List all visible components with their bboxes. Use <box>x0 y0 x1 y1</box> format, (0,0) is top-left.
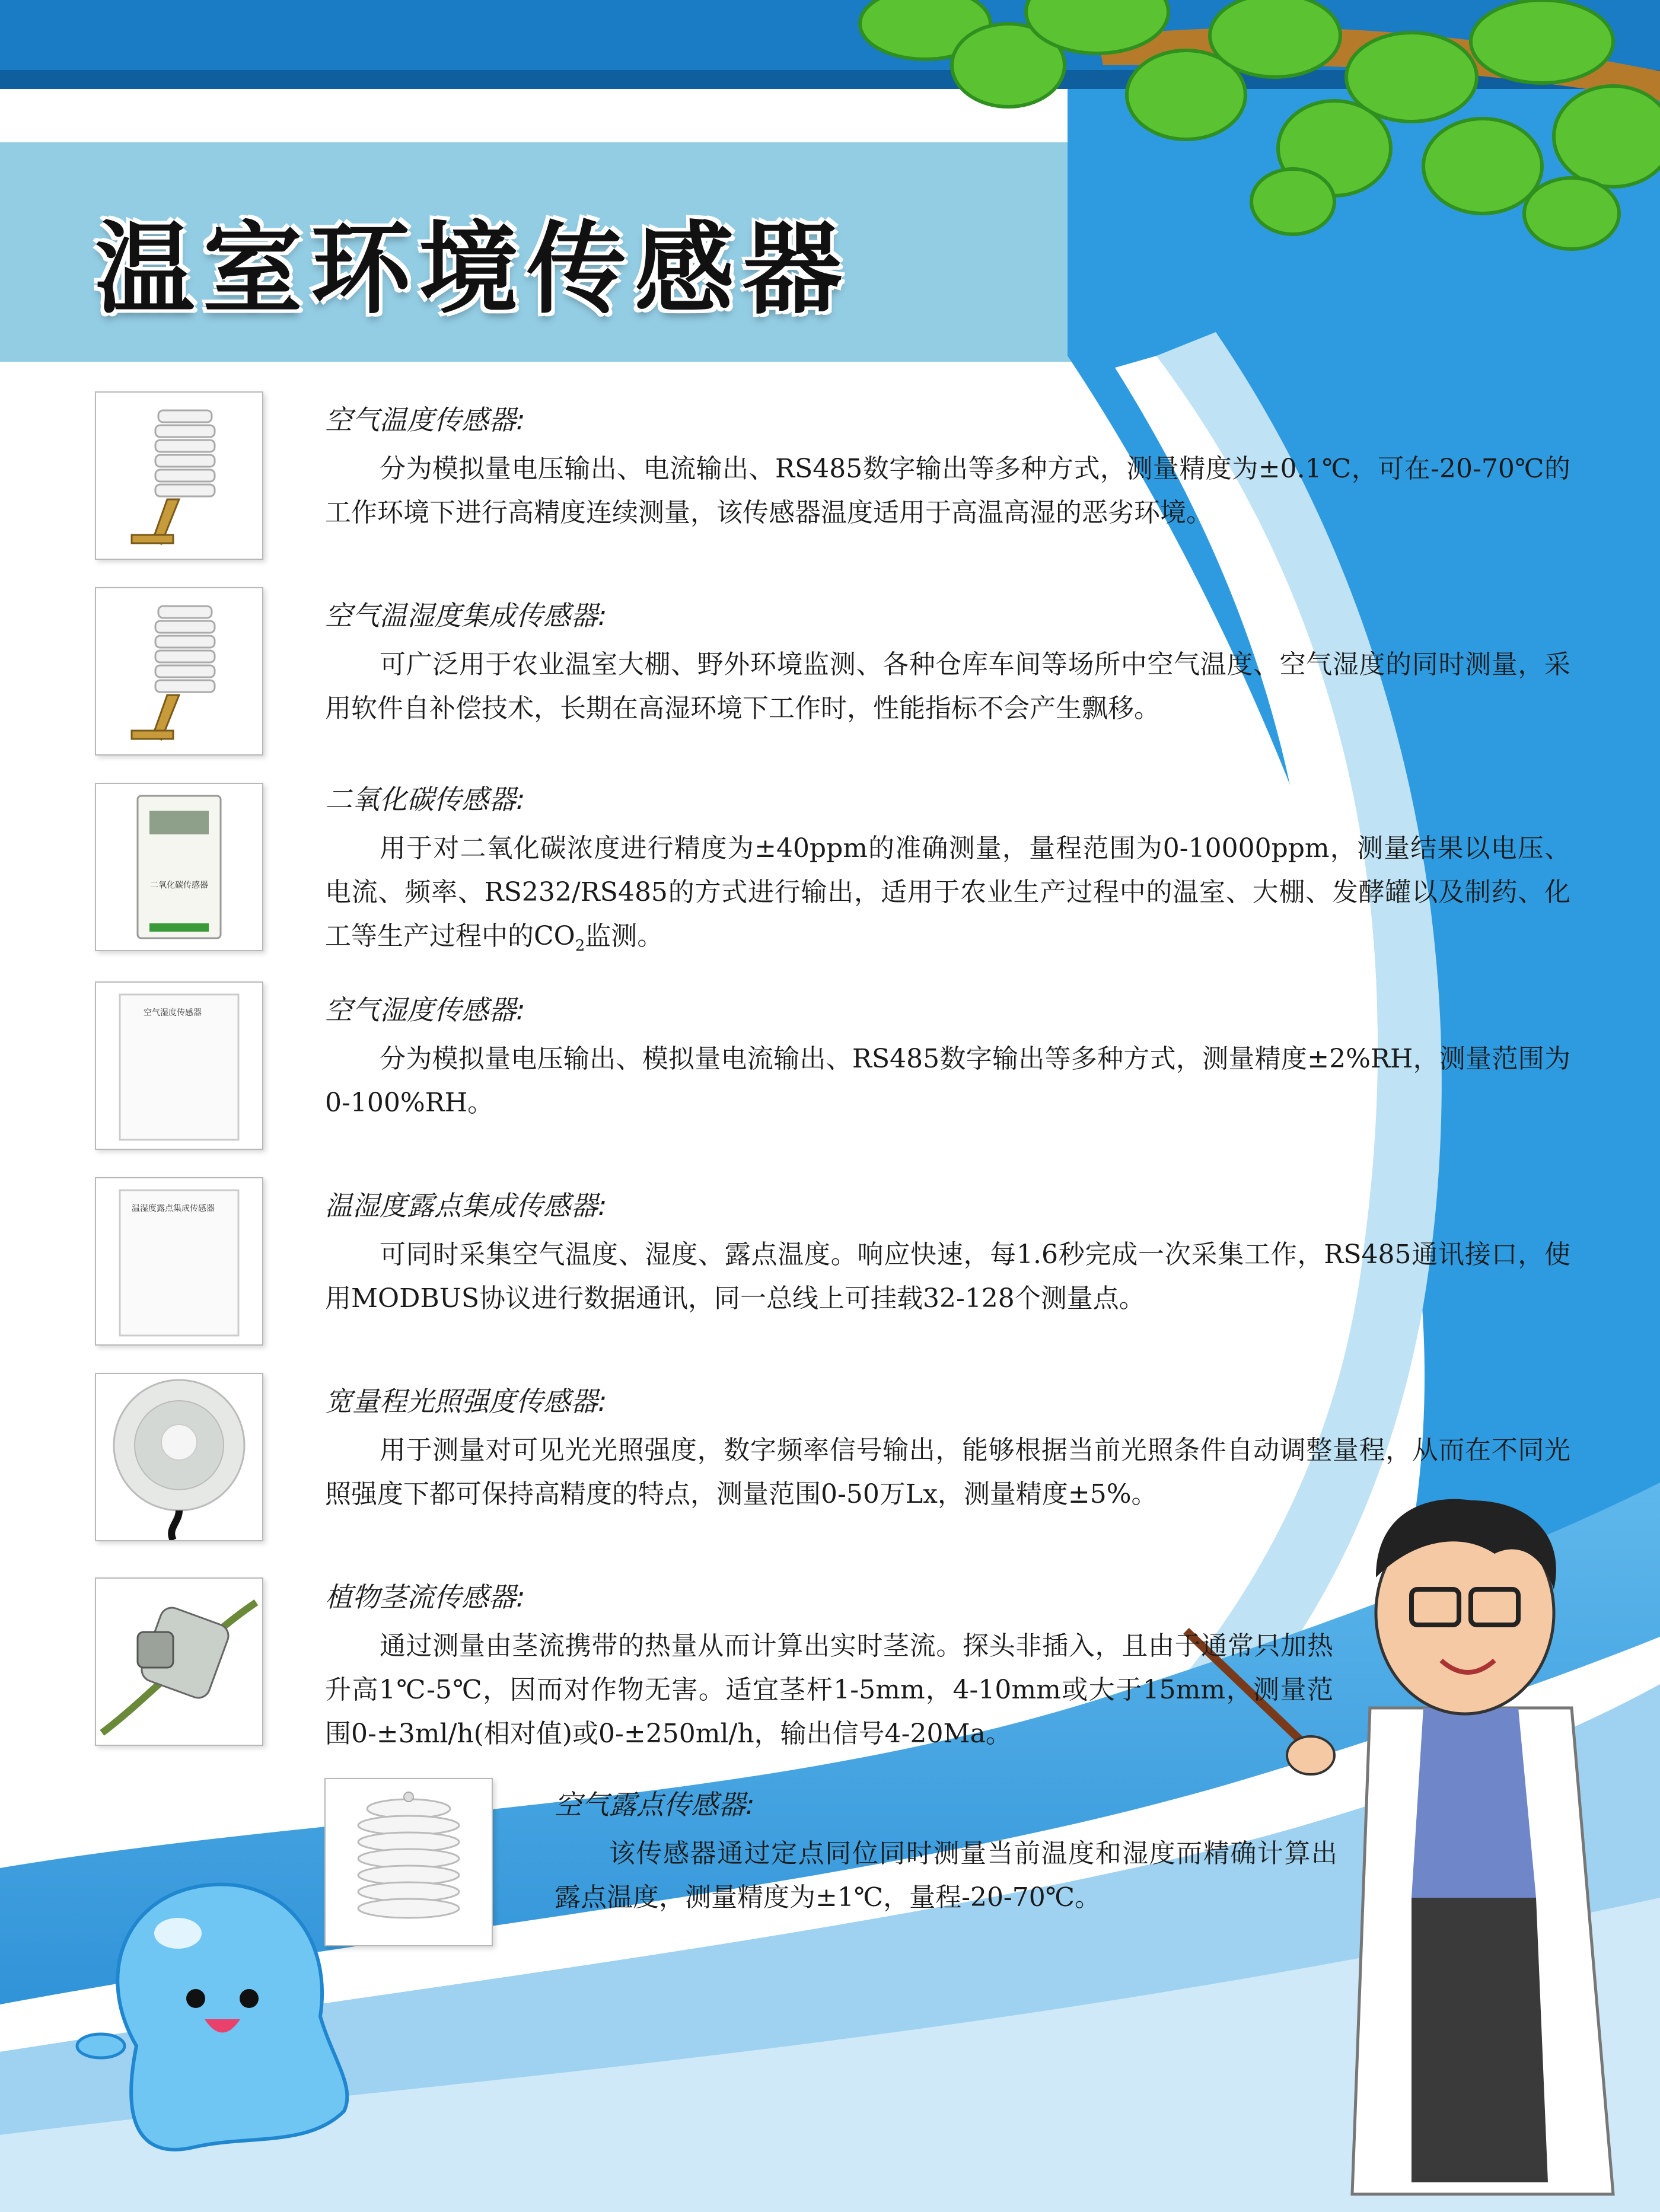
sensor-description: 通过测量由茎流携带的热量从而计算出实时茎流。探头非插入，且由于通常只加热升高1℃-5℃，因而对作物无害。适宜茎杆1-5mm，4-10mm或大于15mm，测量范围0-±3ml/h(相对值)或0-±250ml/h，输出信号4-20Ma。 <box>325 1631 1333 1749</box>
sensor-description: 分为模拟量电压输出、模拟量电流输出、RS485数字输出等多种方式，测量精度±2%RH，测量范围为0-100%RH。 <box>325 1044 1570 1118</box>
co2-description-end: 监测。 <box>585 921 664 951</box>
louvered-shield-icon <box>96 393 262 559</box>
sensor-stem-flow <box>325 1580 1333 1756</box>
louvered-shield-icon <box>96 588 262 754</box>
sensor-description: 可广泛用于农业温室大棚、野外环境监测、各种仓库车间等场所中空气温度、空气湿度的同时测量，采用软件自补偿技术，长期在高湿环境下工作时，性能指标不会产生飘移。 <box>325 649 1570 723</box>
wall-box-icon <box>96 1178 262 1344</box>
co2-subscript: 2 <box>575 937 585 955</box>
sensor-co2 <box>325 783 1570 968</box>
sensor-image-light <box>95 1373 263 1541</box>
sensor-title: 空气湿度传感器: <box>325 994 525 1026</box>
sensor-title: 空气温湿度集成传感器: <box>325 600 607 632</box>
sensor-light <box>325 1385 1570 1516</box>
sensor-description <box>325 827 1570 968</box>
sensor-image-co2 <box>95 783 263 951</box>
sensor-title: 空气温度传感器: <box>325 404 525 436</box>
sensor-description: 分为模拟量电压输出、电流输出、RS485数字输出等多种方式，测量精度为±0.1℃，可在-20-70℃的工作环境下进行高精度连续测量，该传感器温度适用于高温高湿的恶劣环境。 <box>325 454 1570 528</box>
wall-box-label: 空气湿度传感器 <box>144 1008 202 1018</box>
sensor-image-stem-flow <box>95 1577 263 1746</box>
sensor-air-humidity <box>325 993 1570 1125</box>
sensor-dewpoint <box>555 1788 1337 1920</box>
sensor-image-dewpoint-integrated <box>95 1177 263 1346</box>
dome-light-sensor-icon <box>96 1374 262 1540</box>
sensor-description: 该传感器通过定点同位同时测量当前温度和湿度而精确计算出露点温度，测量精度为±1℃，量程-20-70℃。 <box>555 1838 1337 1913</box>
stem-clip-icon <box>96 1579 262 1745</box>
co2-box-label: 二氧化碳传感器 <box>150 881 208 890</box>
sensor-image-dewpoint <box>324 1778 493 1946</box>
radiation-shield-icon <box>326 1779 492 1945</box>
sensor-description: 可同时采集空气温度、湿度、露点温度。响应快速，每1.6秒完成一次采集工作，RS485通讯接口，使用MODBUS协议进行数据通讯，同一总线上可挂载32-128个测量点。 <box>325 1239 1570 1314</box>
sensor-title: 二氧化碳传感器: <box>325 783 525 815</box>
co2-box-icon <box>96 784 262 950</box>
co2-description-main: 用于对二氧化碳浓度进行精度为±40ppm的准确测量，量程范围为0-10000ppm，测量结果以电压、电流、频率、RS232/RS485的方式进行输出，适用于农业生产过程中的温室、大棚、发酵罐以及制药、化工等生产过程中的CO <box>325 833 1570 951</box>
sensor-title: 宽量程光照强度传感器: <box>325 1385 607 1417</box>
sensor-title: 空气露点传感器: <box>555 1789 755 1821</box>
sensor-air-temp-humidity <box>325 599 1570 731</box>
wall-box-icon <box>96 983 262 1149</box>
sensor-dewpoint-integrated <box>325 1189 1570 1321</box>
wall-box-label: 温湿度露点集成传感器 <box>132 1204 215 1213</box>
sensor-image-air-temp-humidity <box>95 587 263 756</box>
sensor-description: 用于测量对可见光光照强度，数字频率信号输出，能够根据当前光照条件自动调整量程，从而在不同光照强度下都可保持高精度的特点，测量范围0-50万Lx，测量精度±5%。 <box>325 1435 1570 1509</box>
page-title: 温室环境传感器 <box>95 211 850 327</box>
sensor-air-temperature <box>325 403 1570 535</box>
sensor-title: 温湿度露点集成传感器: <box>325 1190 607 1222</box>
sensor-title: 植物茎流传感器: <box>325 1581 525 1613</box>
sensor-image-air-temperature <box>95 391 263 560</box>
sensor-image-air-humidity <box>95 981 263 1150</box>
